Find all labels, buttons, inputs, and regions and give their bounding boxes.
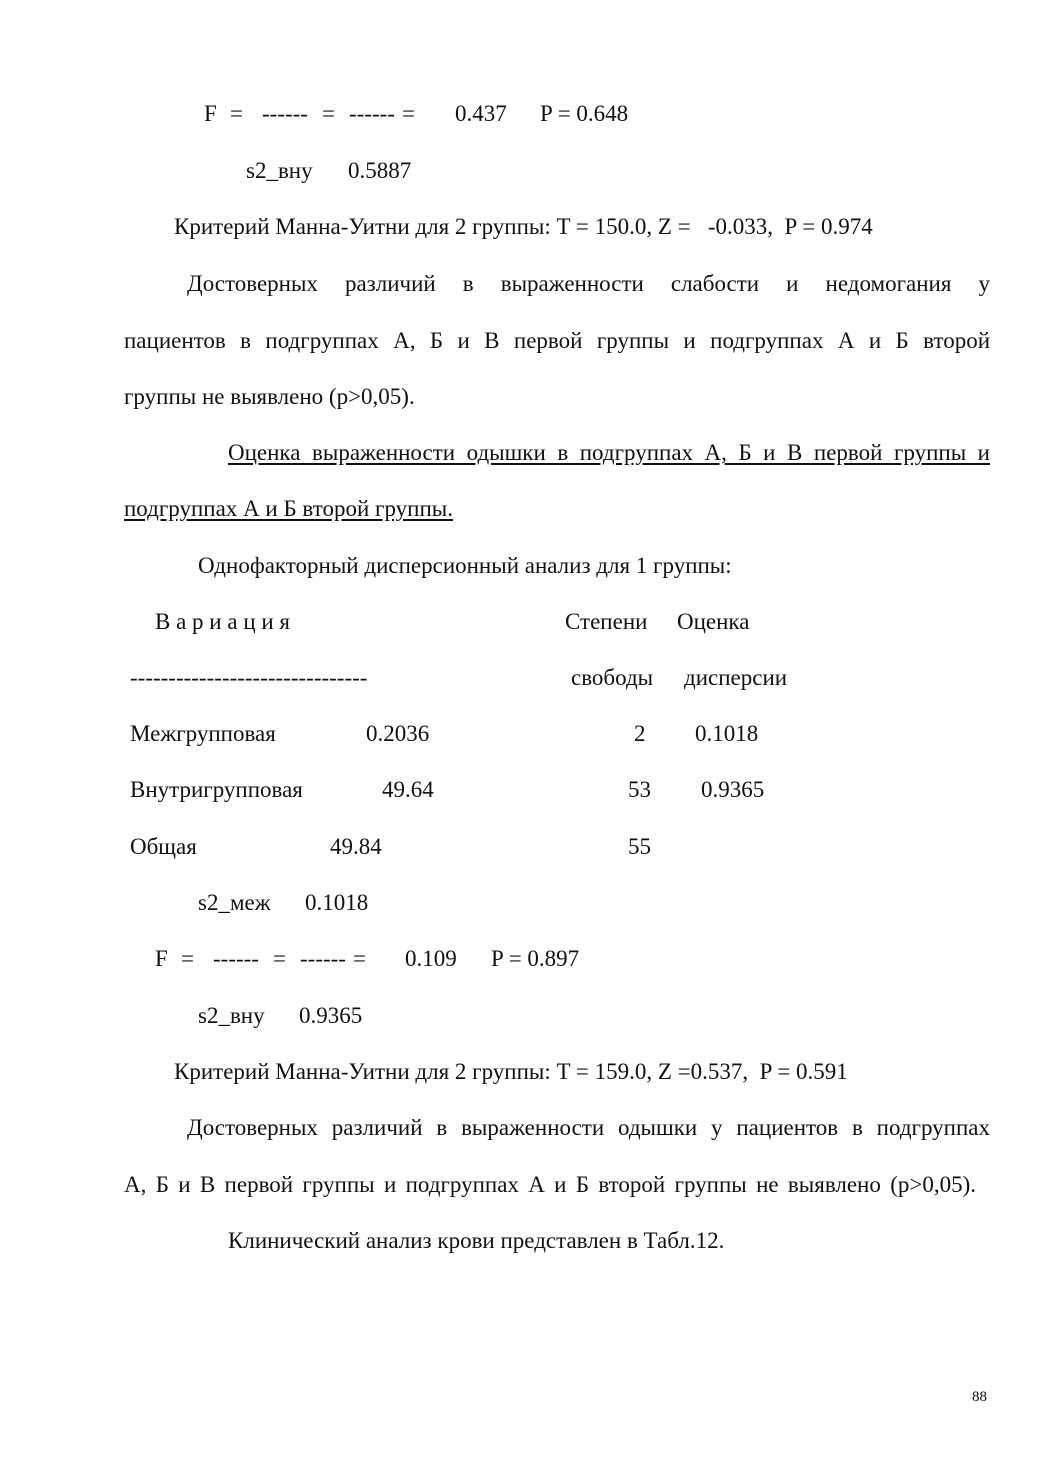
conclusion-line: А, Б и В первой группы и подгруппах А и Б второй группы не выявлено (р>0,05). [124, 1172, 976, 1197]
row-ms: 0.9365 [701, 777, 765, 802]
column-header-estimate: дисперсии [684, 665, 788, 690]
page-number: 88 [972, 1389, 987, 1405]
table-separator: ------------------------------- [130, 665, 368, 690]
section-heading: Оценка выраженности одышки в подгруппах А, Б и В первой группы и [228, 440, 990, 465]
closing-sentence: Клинический анализ крови представлен в Табл.12. [228, 1228, 725, 1253]
row-name: Внутригрупповая [130, 777, 303, 802]
conclusion-line: Достоверных различий в выраженности слабости и недомогания у [187, 271, 990, 296]
row-ms: 0.1018 [695, 721, 759, 746]
section-heading: подгруппах А и Б второй группы. [124, 496, 453, 521]
column-header-estimate: Оценка [677, 609, 750, 634]
f-label: F [155, 946, 168, 971]
s2-label: s2_вну [198, 1003, 265, 1028]
equals-sign: = [402, 101, 415, 126]
fraction-dashes: ------ [213, 946, 259, 971]
p-value: P = 0.897 [491, 946, 580, 971]
row-ss: 0.2036 [366, 721, 430, 746]
mann-whitney-result: Критерий Манна-Уитни для 2 группы: T = 150.0, Z = -0.033, P = 0.974 [174, 214, 873, 239]
row-df: 2 [634, 721, 646, 746]
fraction-dashes: ------ [349, 101, 395, 126]
s2-value: 0.5887 [348, 158, 412, 183]
conclusion-line: Достоверных различий в выраженности одышки у пациентов в подгруппах [187, 1115, 990, 1140]
column-header-df: свободы [571, 665, 654, 690]
equals-sign: = [230, 101, 243, 126]
row-df: 53 [628, 777, 651, 802]
anova-title: Однофакторный дисперсионный анализ для 1 группы: [198, 553, 732, 578]
s2-label: s2_меж [198, 890, 271, 915]
row-name: Межгрупповая [130, 721, 276, 746]
column-header-df: Степени [565, 609, 648, 634]
conclusion-line: пациентов в подгруппах А, Б и В первой группы и подгруппах А и Б второй [124, 328, 990, 353]
fraction-dashes: ------ [262, 101, 308, 126]
row-df: 55 [628, 834, 651, 859]
equals-sign: = [353, 946, 366, 971]
f-value: 0.437 [455, 101, 507, 126]
s2-label: s2_вну [246, 158, 313, 183]
mann-whitney-result: Критерий Манна-Уитни для 2 группы: T = 159.0, Z =0.537, P = 0.591 [174, 1059, 848, 1084]
equals-sign: = [273, 946, 286, 971]
column-header-variation: В а р и а ц и я [155, 609, 291, 634]
equals-sign: = [322, 101, 335, 126]
conclusion-line: группы не выявлено (р>0,05). [124, 384, 415, 409]
row-ss: 49.64 [382, 777, 434, 802]
s2-value: 0.9365 [299, 1003, 363, 1028]
f-value: 0.109 [405, 946, 457, 971]
equals-sign: = [181, 946, 194, 971]
row-name: Общая [130, 834, 197, 859]
row-ss: 49.84 [330, 834, 382, 859]
p-value: P = 0.648 [540, 101, 629, 126]
f-label: F [204, 101, 217, 126]
fraction-dashes: ------ [300, 946, 346, 971]
s2-value: 0.1018 [305, 890, 369, 915]
